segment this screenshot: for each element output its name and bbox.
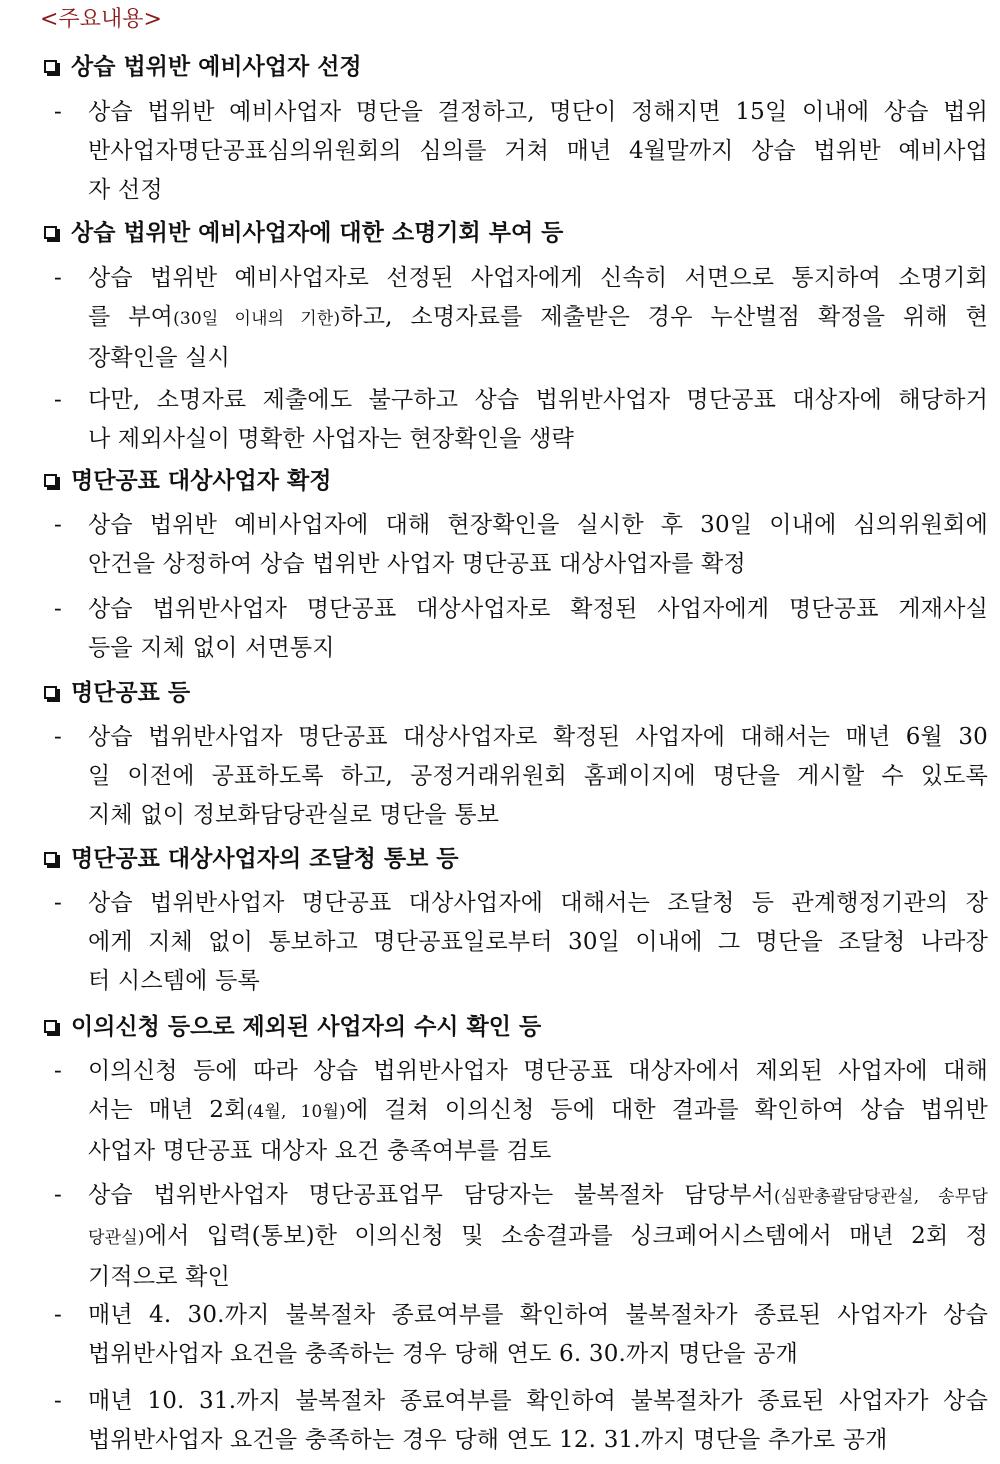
list-item-line: 법위반사업자 요건을 충족하는 경우 당해 연도 6. 30.까지 명단을 공개 [88,1341,798,1367]
list-item-line: 기적으로 확인 [88,1264,231,1290]
dash-bullet: - [54,724,62,750]
section-title-text: 이의신청 등으로 제외된 사업자의 수시 확인 등 [71,1013,542,1040]
checkbox-bullet-icon [44,686,57,699]
section-title [40,1010,541,1044]
section-title-text: 상습 법위반 예비사업자에 대한 소명기회 부여 등 [71,219,564,246]
list-item [54,381,988,459]
list-item-line: 상습 법위반 예비사업자에 대해 현장확인을 실시한 후 30일 이내에 심의위원회에 [88,512,988,538]
checkbox-bullet-icon [44,852,57,865]
list-item-line: 상습 법위반사업자 명단공표 대상사업자에 대해서는 조달청 등 관계행정기관의 장 [88,890,988,916]
list-item-line: 자 선정 [88,177,163,203]
section-title [40,676,190,710]
list-item-line: 장확인을 실시 [88,345,231,371]
list-item-line: 상습 법위반 예비사업자로 선정된 사업자에게 신속히 서면으로 통지하여 소명기회 [88,265,988,291]
section-title [40,50,362,84]
section-title [40,216,563,250]
list-item-line: 상습 법위반 예비사업자 명단을 결정하고, 명단이 정해지면 15일 이내에 상습 법위 [88,99,988,125]
dash-bullet: - [54,1058,62,1084]
list-item-line: 상습 법위반사업자 명단공표업무 담당자는 불복절차 담당부서(심판총괄담당관실, 송무담 [88,1182,988,1208]
dash-bullet: - [54,596,62,622]
list-item-line: 사업자 명단공표 대상자 요건 충족여부를 검토 [88,1138,552,1164]
list-item-line: 상습 법위반사업자 명단공표 대상사업자로 확정된 사업자에게 명단공표 게재사실 [88,596,988,622]
list-item-line: 나 제외사실이 명확한 사업자는 현장확인을 생략 [88,426,574,452]
list-item [54,884,988,1001]
list-item-line: 안건을 상정하여 상습 법위반 사업자 명단공표 대상사업자를 확정 [88,551,746,577]
dash-bullet: - [54,1388,62,1414]
list-item [54,718,988,835]
section-title-text: 명단공표 대상사업자의 조달청 통보 등 [71,845,459,872]
list-item-line: 매년 4. 30.까지 불복절차 종료여부를 확인하여 불복절차가 종료된 사업자가 상습 [88,1302,988,1328]
list-item-line: 서는 매년 2회(4월, 10월)에 걸쳐 이의신청 등에 대한 결과를 확인하여 상습 법위반 [88,1097,988,1123]
section-title [40,842,459,876]
list-item [54,506,988,584]
section-title-text: 명단공표 대상사업자 확정 [71,467,332,494]
section-title [40,464,331,498]
dash-bullet: - [54,265,62,291]
list-item [54,1296,988,1374]
list-item [54,93,988,210]
checkbox-bullet-icon [44,226,57,239]
checkbox-bullet-icon [44,1020,57,1033]
list-item [54,1176,988,1297]
list-item [54,590,988,668]
dash-bullet: - [54,512,62,538]
dash-bullet: - [54,1182,62,1208]
dash-bullet: - [54,387,62,413]
dash-bullet: - [54,99,62,125]
list-item-line: 법위반사업자 요건을 충족하는 경우 당해 연도 12. 31.까지 명단을 추가로 공개 [88,1427,888,1453]
list-item [54,259,988,378]
list-item [54,1052,988,1171]
dash-bullet: - [54,890,62,916]
list-item-line: 를 부여(30일 이내의 기한)하고, 소명자료를 제출받은 경우 누산벌점 확정을 위해 현 [88,304,989,330]
dash-bullet: - [54,1302,62,1328]
list-item [54,1382,988,1460]
list-item-line: 지체 없이 정보화담당관실로 명단을 통보 [88,802,500,828]
list-item-line: 당관실)에서 입력(통보)한 이의신청 및 소송결과를 싱크페어시스템에서 매년 2회 정 [88,1223,988,1249]
section-header-label: <주요내용> [40,7,162,32]
list-item-line: 일 이전에 공표하도록 하고, 공정거래위원회 홈페이지에 명단을 게시할 수 있도록 [88,763,988,789]
list-item-line: 에게 지체 없이 통보하고 명단공표일로부터 30일 이내에 그 명단을 조달청 나라장 [88,929,988,955]
list-item-line: 반사업자명단공표심의위원회의 심의를 거쳐 매년 4월말까지 상습 법위반 예비사업 [88,138,988,164]
list-item-line: 다만, 소명자료 제출에도 불구하고 상습 법위반사업자 명단공표 대상자에 해당하거 [88,387,988,413]
list-item-line: 상습 법위반사업자 명단공표 대상사업자로 확정된 사업자에 대해서는 매년 6월 30 [88,724,988,750]
section-title-text: 상습 법위반 예비사업자 선정 [71,53,362,80]
section-title-text: 명단공표 등 [71,679,191,706]
list-item-line: 등을 지체 없이 서면통지 [88,635,335,661]
checkbox-bullet-icon [44,474,57,487]
list-item-line: 이의신청 등에 따라 상습 법위반사업자 명단공표 대상자에서 제외된 사업자에 대해 [88,1058,988,1084]
list-item-line: 터 시스템에 등록 [88,968,260,994]
checkbox-bullet-icon [44,60,57,73]
list-item-line: 매년 10. 31.까지 불복절차 종료여부를 확인하여 불복절차가 종료된 사업자가 상습 [88,1388,988,1414]
